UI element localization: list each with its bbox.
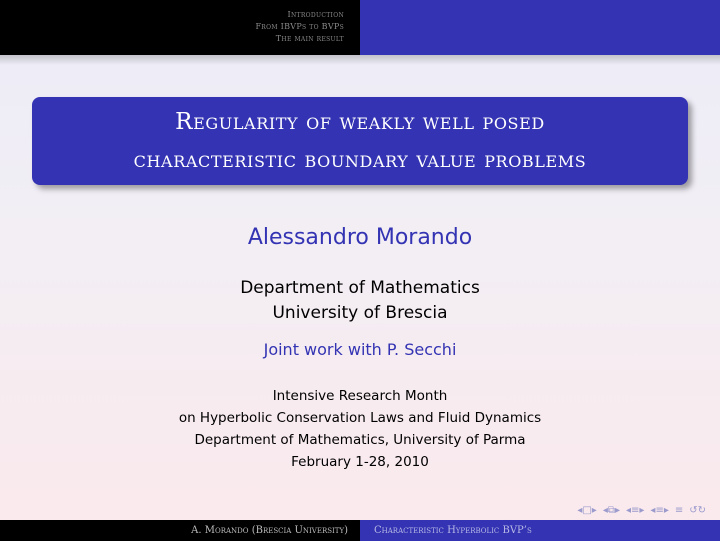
nav-section-introduction[interactable]: Introduction bbox=[287, 10, 344, 19]
nav-section-main-result[interactable]: The main result bbox=[275, 34, 344, 43]
footer-author: A. Morando (Brescia University) bbox=[0, 520, 360, 541]
nav-doc-icon[interactable]: ◂≡▸ bbox=[650, 505, 669, 516]
title-box bbox=[32, 97, 688, 185]
subsection-navigation bbox=[360, 0, 720, 55]
affiliation bbox=[0, 276, 720, 326]
top-bar-shadow bbox=[0, 55, 720, 65]
top-navigation-bar bbox=[0, 0, 720, 55]
event-date: February 1-28, 2010 bbox=[291, 454, 429, 470]
nav-search-icon[interactable]: ↺↻ bbox=[689, 505, 706, 516]
affiliation-university: University of Brescia bbox=[272, 303, 448, 323]
nav-subsection-icon[interactable]: ◂⧉▸ bbox=[602, 505, 620, 516]
event-line-1: Intensive Research Month bbox=[272, 388, 448, 404]
nav-align-icon[interactable]: ≡ bbox=[674, 505, 684, 516]
beamer-navigation-symbols bbox=[577, 505, 706, 516]
section-navigation bbox=[0, 0, 360, 55]
event-line-3: Department of Mathematics, University of Parma bbox=[194, 432, 526, 448]
event-line-2: on Hyperbolic Conservation Laws and Fluid Dynamics bbox=[178, 410, 542, 426]
footer-bar bbox=[0, 520, 720, 541]
joint-work-note: Joint work with P. Secchi bbox=[263, 340, 457, 359]
affiliation-department: Department of Mathematics bbox=[240, 278, 480, 298]
title-line-2: characteristic boundary value problems bbox=[133, 147, 587, 173]
author-name: Alessandro Morando bbox=[247, 225, 473, 250]
nav-section-ibvps-to-bvps[interactable]: From IBVPs to BVPs bbox=[255, 22, 344, 31]
footer-short-title: Characteristic Hyperbolic BVP’s bbox=[360, 520, 720, 541]
nav-section-icon[interactable]: ◂≡▸ bbox=[626, 505, 645, 516]
event-info bbox=[0, 385, 720, 473]
title-line-1: Regularity of weakly well posed bbox=[175, 109, 545, 135]
nav-frame-prev-icon[interactable]: ◂□▸ bbox=[577, 505, 597, 516]
